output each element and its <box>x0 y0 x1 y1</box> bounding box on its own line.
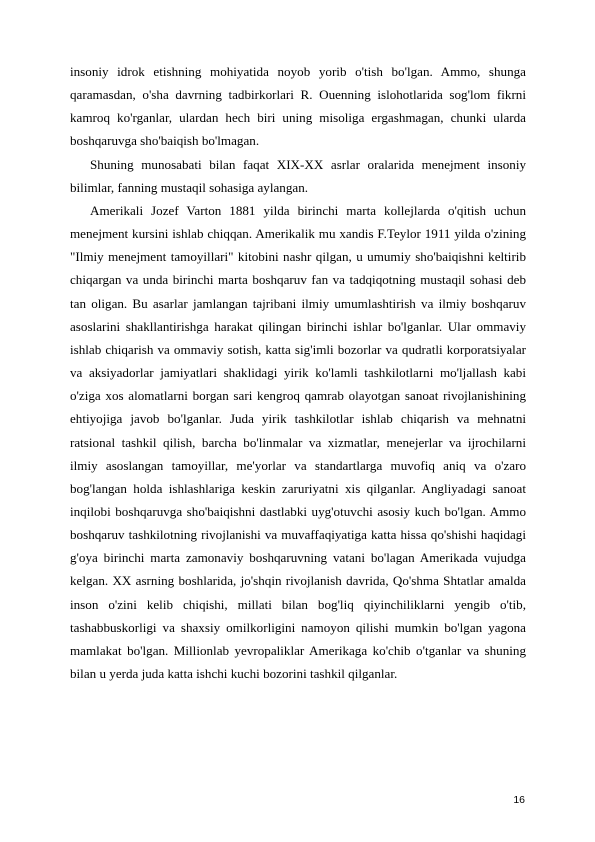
paragraph: Shuning munosabati bilan faqat XIX-XX asrlar oralarida menejment insoniy bilimlar, fanning mustaqil sohasiga aylangan. <box>70 156 526 195</box>
paragraph: insoniy idrok etishning mohiyatida noyob yorib o'tish bo'lgan. Ammo, shunga qaramasdan, o'sha davrning tadbirkorlari R. Ouenning islohotlarida sog'lom fikrni kamroq ko'rganlar, ulardan hech biri uning misoliga ergashmagan, chunki ularda boshqaruvga sho'baiqish bo'lmagan. <box>70 64 526 149</box>
page-number: 16 <box>513 794 525 806</box>
paragraph: Amerikali Jozef Varton 1881 yilda birinchi marta kollejlarda o'qitish uchun menejment kursini ishlab chiqqan. Amerikalik mu xandis F.Teylor 1911 yilda o'zining "Ilmiy menejment tamoyillari" kitobini nashr qilgan, u umumiy sho'baiqishni keltirib chiqargan va unda birinchi marta boshqaruv fan va tadqiqotning mustaqil sohasi deb tan oligan. Bu asarlar jamlangan tajribani ilmiy umumlashtirish va ilmiy boshqaruv asoslarini shakllantirishga harakat qilingan birinchi ishlar bo'lganlar. Ular ommaviy ishlab chiqarish va ommaviy sotish, katta sig'imli bozorlar va qudratli korporatsiyalar va aksiyadorlar jamiyatlari shaklidagi yirik ko'lamli tashkilotlarni mo'ljallash kabi o'ziga xos alomatlarni borgan sari kengroq qamrab olayotgan sanoat rivojlanishining ehtiyojiga javob bo'lganlar. Juda yirik tashkilotlar ishlab chiqarish va mehnatni ratsional tashkil qilish, barcha bo'linmalar va xizmatlar, menejerlar va ijrochilarni ilmiy asoslangan tamoyillar, me'yorlar va standartlarga muvofiq aniq va o'zaro bog'langan holda ishlashlariga keskin zaruriyatni xis qilganlar. Angliyadagi sanoat inqilobi boshqaruvga sho'baiqishni dastlabki uyg'otuvchi asosiy kuch bo'lgan. Ammo boshqaruv tashkilotning rivojlanishi va muvaffaqiyatiga katta hissa qo'shishi haqidagi g'oya birinchi marta zamonaviy boshqaruvning vatani bo'lagan Amerikada vujudga kelgan. XX asrning boshlarida, jo'shqin rivojlanish davrida, Qo'shma Shtatlar amalda inson o'zini kelib chiqishi, millati bilan bog'liq qiyinchiliklarni yengib o'tib, tashabbuskorligi va shaxsiy omilkorligini namoyon qilishi mumkin bo'lgan yagona mamlakat bo'lgan. Millionlab yevropaliklar Amerikaga ko'chib o'tganlar va shuning bilan u yerda juda katta ishchi kuchi bozorini tashkil qilganlar. <box>70 202 526 682</box>
body-text <box>70 60 526 685</box>
